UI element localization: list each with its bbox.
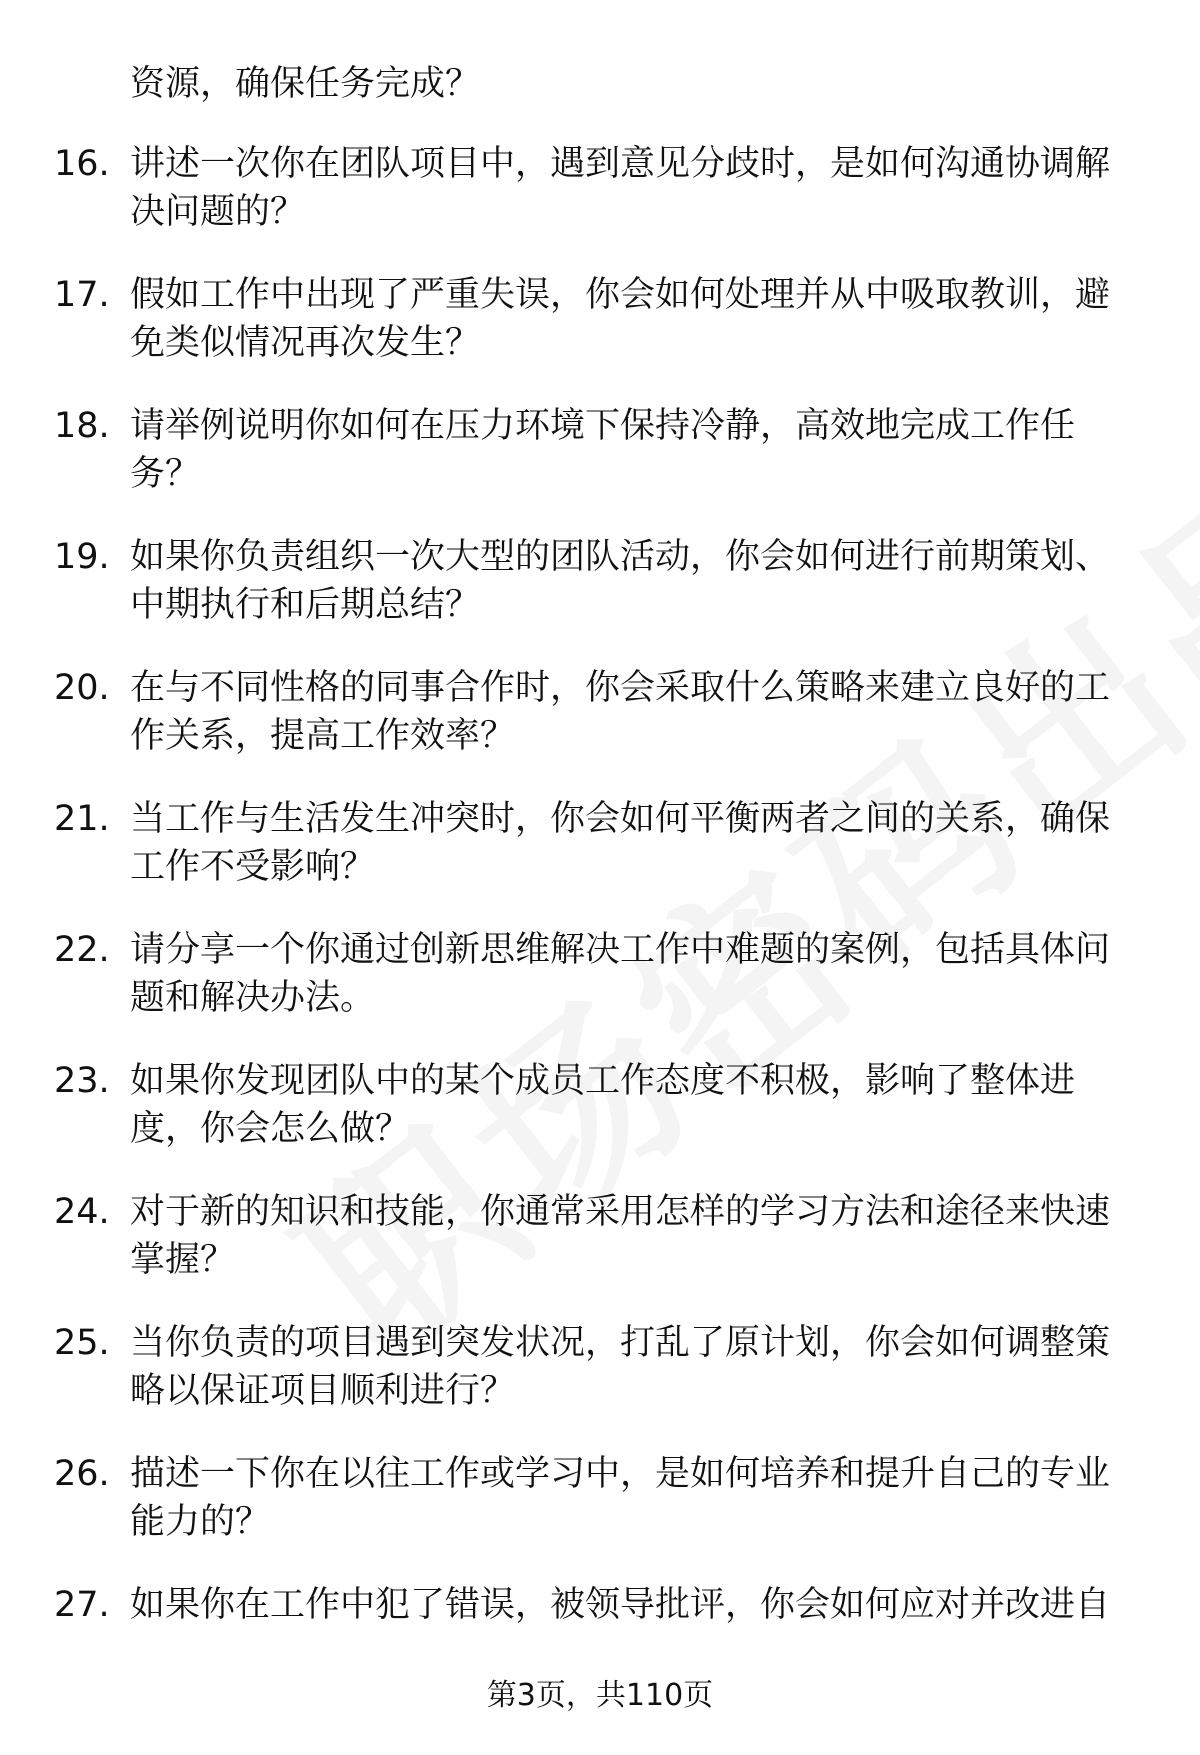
item-number: 19. <box>54 537 110 577</box>
item-text: 请举例说明你如何在压力环境下保持冷静，高效地完成工作任务？ <box>130 406 1076 494</box>
list-item <box>0 1450 1200 1581</box>
item-number: 23. <box>54 1061 110 1101</box>
list-item <box>0 271 1200 402</box>
continued-text: 资源，确保任务完成？ <box>130 64 481 104</box>
item-number: 22. <box>54 930 110 970</box>
item-text: 对于新的知识和技能，你通常采用怎样的学习方法和途径来快速掌握？ <box>130 1192 1111 1280</box>
item-number: 17. <box>54 275 110 315</box>
item-number: 18. <box>54 406 110 446</box>
item-number: 20. <box>54 668 110 708</box>
list-item <box>0 1188 1200 1319</box>
item-text: 假如工作中出现了严重失误，你会如何处理并从中吸取教训，避免类似情况再次发生？ <box>130 275 1111 363</box>
question-list <box>0 140 1200 1712</box>
item-number: 21. <box>54 799 110 839</box>
item-text: 请分享一个你通过创新思维解决工作中难题的案例，包括具体问题和解决办法。 <box>130 930 1111 1018</box>
list-item <box>0 533 1200 664</box>
item-text: 在与不同性格的同事合作时，你会采取什么策略来建立良好的工作关系，提高工作效率？ <box>130 668 1111 756</box>
item-text: 当工作与生活发生冲突时，你会如何平衡两者之间的关系，确保工作不受影响？ <box>130 799 1111 887</box>
item-number: 26. <box>54 1454 110 1494</box>
list-item <box>0 795 1200 926</box>
list-item <box>0 664 1200 795</box>
item-number: 27. <box>54 1585 110 1625</box>
item-text: 如果你发现团队中的某个成员工作态度不积极，影响了整体进度，你会怎么做？ <box>130 1061 1076 1149</box>
item-number: 16. <box>54 144 110 184</box>
item-text: 如果你负责组织一次大型的团队活动，你会如何进行前期策划、中期执行和后期总结？ <box>130 537 1111 625</box>
list-item <box>0 402 1200 533</box>
item-text: 描述一下你在以往工作或学习中，是如何培养和提升自己的专业能力的？ <box>130 1454 1111 1542</box>
list-item <box>0 140 1200 271</box>
item-number: 24. <box>54 1192 110 1232</box>
item-text: 当你负责的项目遇到突发状况，打乱了原计划，你会如何调整策略以保证项目顺利进行？ <box>130 1323 1111 1411</box>
item-number: 25. <box>54 1323 110 1363</box>
list-item <box>0 1319 1200 1450</box>
item-text: 讲述一次你在团队项目中，遇到意见分歧时，是如何沟通协调解决问题的？ <box>130 144 1111 232</box>
item-text: 如果你在工作中犯了错误，被领导批评，你会如何应对并改进自 <box>130 1585 1111 1625</box>
list-item <box>0 1057 1200 1188</box>
page-footer: 第3页，共110页 <box>486 1678 714 1713</box>
list-item <box>0 926 1200 1057</box>
